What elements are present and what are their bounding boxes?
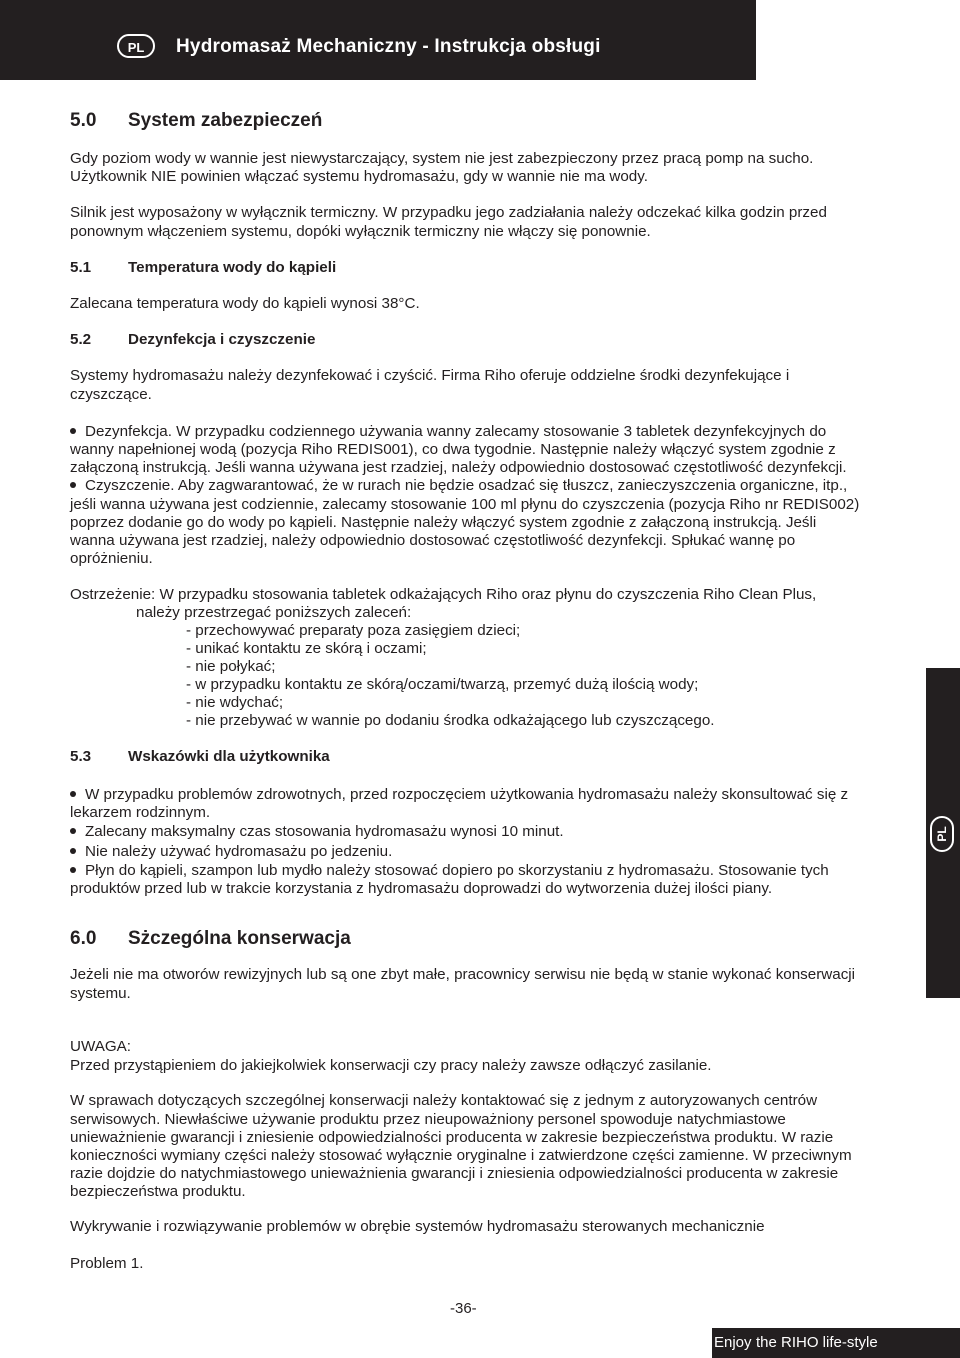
warning-heading: Ostrzeżenie: W przypadku stosowania tabletek odkażających Riho oraz płynu do czyszczenia Riho Clean Plus,	[70, 586, 817, 603]
section-5-heading	[70, 110, 322, 132]
page-header	[0, 0, 756, 80]
section-title: Wskazówki dla użytkownika	[128, 748, 330, 765]
section-number: 5.3	[70, 748, 92, 765]
warning-item: - nie połykać;	[186, 658, 276, 675]
section-number: 6.0	[70, 928, 97, 949]
section-number: 5.0	[70, 110, 97, 131]
warning-item: - w przypadku kontaktu ze skórą/oczami/twarzą, przemyć dużą ilością wody;	[186, 676, 699, 693]
warning-item: - przechowywać preparaty poza zasięgiem dzieci;	[186, 622, 521, 639]
footer-enjoy: Enjoy	[714, 1334, 752, 1351]
section-6-heading	[70, 928, 351, 950]
side-language-badge	[930, 816, 954, 852]
section-title: System zabezpieczeń	[128, 110, 323, 131]
paragraph-line: produktów przed lub w trakcie korzystania z hydromasażu doprowadzi do wytworzenia dużej ilości piany.	[70, 880, 773, 897]
page-number: -36-	[450, 1300, 477, 1317]
bullet-item: Nie należy używać hydromasażu po jedzeniu.	[70, 843, 392, 861]
paragraph-line: Gdy poziom wody w wannie jest niewystarczający, system nie jest zabezpieczony przez pracą pomp na sucho.	[70, 150, 814, 167]
bullet-item: Zalecany maksymalny czas stosowania hydromasażu wynosi 10 minut.	[70, 823, 564, 841]
section-title: Sżczególna konserwacja	[128, 928, 351, 949]
paragraph-line: W sprawach dotyczących szczególnej konserwacji należy kontaktować się z jednym z autoryzowanych centrów	[70, 1092, 818, 1109]
bullet-item: Płyn do kąpieli, szampon lub mydło należy stosować dopiero po skorzystaniu z hydromasażu. Stosowanie tych	[70, 862, 829, 880]
paragraph-line: Systemy hydromasażu należy dezynfekować i czyścić. Firma Riho oferuje oddzielne środki dezynfekujące i	[70, 367, 790, 384]
paragraph-line: poprzez dodanie go do wody po kąpieli. Następnie należy włączyć system zgodnie z załączoną instrukcją. Jeśli	[70, 514, 817, 531]
section-5-1-heading	[70, 259, 336, 276]
paragraph-line: Zalecana temperatura wody do kąpieli wynosi 38°C.	[70, 295, 420, 312]
bullet-item: Czyszczenie. Aby zagwarantować, że w rurach nie będzie osadzać się tłuszcz, zanieczyszczenia organiczne, itp.,	[70, 477, 847, 495]
document-title: Hydromasaż Mechaniczny - Instrukcja obsługi	[176, 36, 601, 57]
section-5-3-heading	[70, 748, 330, 765]
warning-item: - nie wdychać;	[186, 694, 284, 711]
paragraph-line: ponownym włączeniem systemu, dopóki wyłącznik termiczny nie włączy się ponownie.	[70, 223, 651, 240]
side-language-label: PL	[935, 826, 949, 842]
footer-brand-bar	[712, 1328, 960, 1358]
footer-tagline: the RIHO life-style	[756, 1334, 878, 1351]
paragraph-line: razie dojdzie do natychmiastowego unieważnienia gwarancji i zniesienia odpowiedzialności producenta w zakresie	[70, 1165, 839, 1182]
warning-item: - nie przebywać w wannie po dodaniu środka odkażającego lub czyszczącego.	[186, 712, 715, 729]
bullet-item: W przypadku problemów zdrowotnych, przed rozpoczęciem użytkowania hydromasażu należy skonsultować się z	[70, 786, 848, 804]
paragraph-line: Jeżeli nie ma otworów rewizyjnych lub są one zbyt małe, pracownicy serwisu nie będą w stanie wykonać konserwacji	[70, 966, 856, 983]
paragraph-line: Wykrywanie i rozwiązywanie problemów w obrębie systemów hydromasażu sterowanych mechanicznie	[70, 1218, 765, 1235]
paragraph-line: załączoną instrukcją. Jeśli wanna używana jest rzadziej, należy odpowiednio dostosować częstotliwość dezynfekcji.	[70, 459, 847, 476]
warning-item: - unikać kontaktu ze skórą i oczami;	[186, 640, 427, 657]
language-badge: PL	[117, 34, 155, 58]
uwaga-label: UWAGA:	[70, 1038, 132, 1055]
paragraph-line: systemu.	[70, 985, 131, 1002]
section-number: 5.1	[70, 259, 92, 276]
paragraph-line: wanna używana jest rzadziej, należy odpowiednio dostosować częstotliwość dezynfekcji. Spłukać wannę po	[70, 532, 796, 549]
paragraph-line: wanny napełnionej wodą (pozycja Riho REDIS001), co dwa tygodnie. Następnie należy włączyć system zgodnie z	[70, 441, 836, 458]
section-5-2-heading	[70, 331, 315, 348]
paragraph-line: jeśli wanna używana jest codziennie, zalecamy stosowanie 100 ml płynu do czyszczenia (pozycja Riho nr REDIS002)	[70, 496, 860, 513]
paragraph-line: unieważnienie gwarancji i zniesienie odpowiedzialności producenta w zakresie bezpieczeństwa produktu. W razie	[70, 1129, 834, 1146]
section-title: Dezynfekcja i czyszczenie	[128, 331, 316, 348]
bullet-item: Dezynfekcja. W przypadku codziennego używania wanny zalecamy stosowanie 3 tabletek dezynfekcyjnych do	[70, 423, 826, 441]
paragraph-line: Użytkownik NIE powinien włączać systemu hydromasażu, gdy w wannie nie ma wody.	[70, 168, 648, 185]
paragraph-line: lekarzem rodzinnym.	[70, 804, 211, 821]
paragraph-line: czyszczące.	[70, 386, 152, 403]
section-title: Temperatura wody do kąpieli	[128, 259, 337, 276]
paragraph-line: opróżnieniu.	[70, 550, 153, 567]
warning-subheading: należy przestrzegać poniższych zaleceń:	[136, 604, 412, 621]
language-side-tab	[926, 668, 960, 998]
paragraph-line: bezpieczeństwa produktu.	[70, 1183, 246, 1200]
paragraph-line: Problem 1.	[70, 1255, 144, 1272]
paragraph-line: serwisowych. Niewłaściwe używanie produktu przez nieupoważniony personel spowoduje natychmiastowe	[70, 1111, 786, 1128]
paragraph-line: Silnik jest wyposażony w wyłącznik termiczny. W przypadku jego zadziałania należy odczekać kilka godzin przed	[70, 204, 827, 221]
paragraph-line: konieczności wymiany części należy stosować wyłącznie oryginalne i zatwierdzone części zamienne. W przeciwnym	[70, 1147, 852, 1164]
section-number: 5.2	[70, 331, 92, 348]
uwaga-text: Przed przystąpieniem do jakiejkolwiek konserwacji czy pracy należy zawsze odłączyć zasilanie.	[70, 1057, 712, 1074]
